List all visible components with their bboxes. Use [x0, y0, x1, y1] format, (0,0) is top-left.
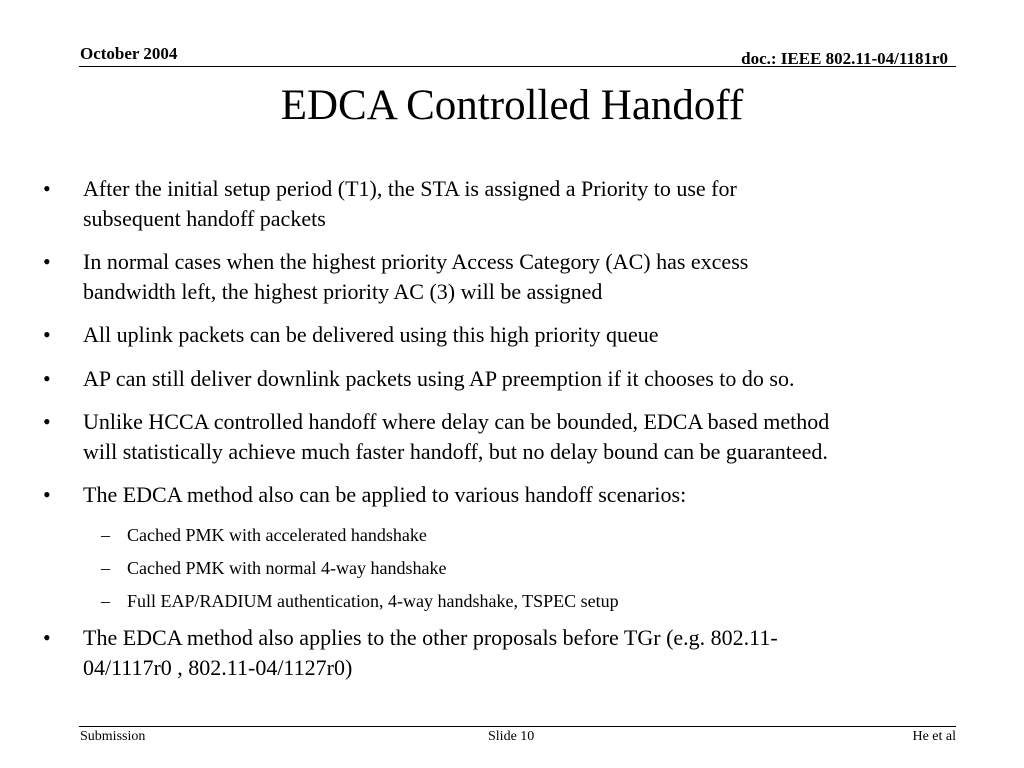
- bullet-text-line: bandwidth left, the highest priority AC (3) will be assigned: [83, 279, 603, 304]
- bullet-text-line: will statistically achieve much faster handoff, but no delay bound can be guaranteed.: [83, 439, 828, 464]
- footer-slide-number: Slide 10: [488, 729, 535, 744]
- bullet-marker: •: [43, 482, 51, 507]
- bullet-text-line: 04/1117r0 , 802.11-04/1127r0): [83, 655, 353, 680]
- sub-bullet-text: Cached PMK with normal 4-way handshake: [127, 558, 447, 578]
- footer-author: He et al: [912, 729, 956, 744]
- bullet-text-line: The EDCA method also can be applied to various handoff scenarios:: [83, 482, 687, 507]
- bullet-text-line: AP can still deliver downlink packets using AP preemption if it chooses to do so.: [83, 366, 795, 391]
- bullet-text-line: subsequent handoff packets: [83, 206, 326, 231]
- footer-rule: [79, 726, 956, 727]
- header-doc-id: doc.: IEEE 802.11-04/1181r0: [741, 49, 948, 68]
- footer-submission: Submission: [80, 729, 146, 744]
- bullet-text-line: The EDCA method also applies to the other proposals before TGr (e.g. 802.11-: [83, 625, 778, 650]
- sub-bullet-marker: –: [101, 591, 110, 611]
- bullet-text-line: All uplink packets can be delivered using this high priority queue: [83, 322, 659, 347]
- bullet-marker: •: [43, 625, 51, 650]
- sub-bullet-marker: –: [101, 558, 110, 578]
- bullet-text-line: After the initial setup period (T1), the STA is assigned a Priority to use for: [83, 176, 737, 201]
- slide-title: EDCA Controlled Handoff: [280, 82, 744, 129]
- sub-bullet-text: Cached PMK with accelerated handshake: [127, 525, 427, 545]
- bullet-marker: •: [43, 366, 51, 391]
- bullet-marker: •: [43, 249, 51, 274]
- bullet-marker: •: [43, 409, 51, 434]
- sub-bullet-marker: –: [101, 525, 110, 545]
- bullet-text-line: Unlike HCCA controlled handoff where delay can be bounded, EDCA based method: [83, 409, 830, 434]
- sub-bullet-text: Full EAP/RADIUM authentication, 4-way handshake, TSPEC setup: [127, 591, 619, 611]
- header-rule: [79, 66, 956, 67]
- header-date: October 2004: [80, 44, 178, 63]
- bullet-text-line: In normal cases when the highest priority Access Category (AC) has excess: [83, 249, 749, 274]
- bullet-marker: •: [43, 322, 51, 347]
- bullet-marker: •: [43, 176, 51, 201]
